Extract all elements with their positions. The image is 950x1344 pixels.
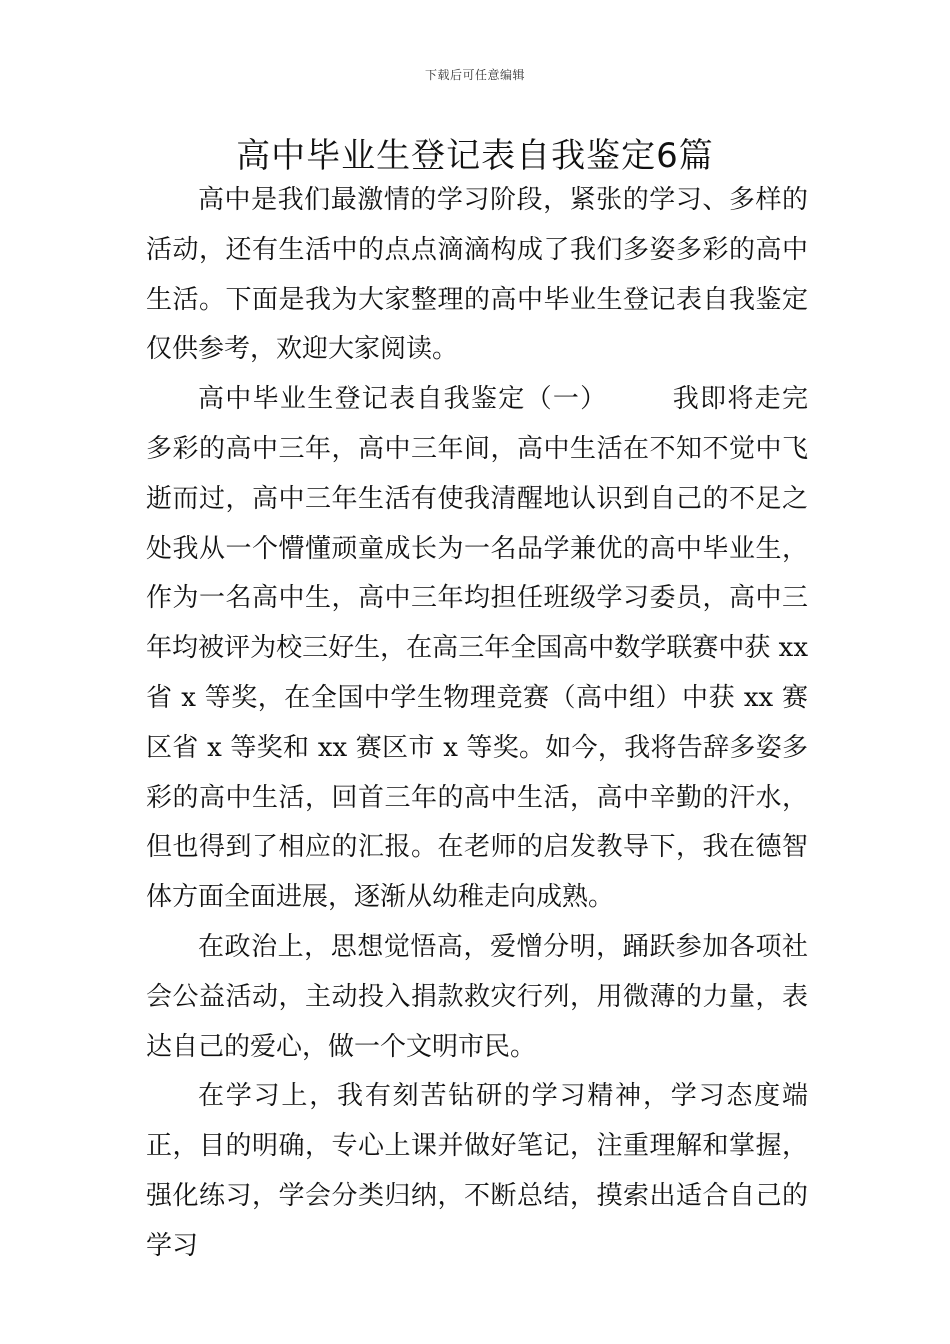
study-paragraph <box>146 1072 808 1271</box>
document-title: 高中毕业生登记表自我鉴定6篇 <box>236 136 714 176</box>
politics-paragraph-text: 在政治上，思想觉悟高，爱憎分明，踊跃参加各项社会公益活动，主动投入捐款救灾行列，用微薄的力量，表达自己的爱心，做一个文明市民。 <box>146 931 808 1062</box>
document-body <box>146 176 808 1272</box>
section-one-paragraph <box>146 375 808 923</box>
section-one-text: 我即将走完多彩的高中三年，高中三年间，高中生活在不知不觉中飞逝而过，高中三年生活有使我清醒地认识到自己的不足之处我从一个懵懂顽童成长为一名品学兼优的高中毕业生，作为一名高中生，高中三年均担任班级学习委员，高中三年均被评为校三好生，在高三年全国高中数学联赛中获 xx 省 x 等奖，在全国中学生物理竞赛（高中组）中获 xx 赛区省 x 等奖和 xx 赛区市 x 等奖。如今，我将告辞多姿多彩的高中生活，回首三年的高中生活，高中辛勤的汗水，但也得到了相应的汇报。在老师的启发教导下，我在德智体方面全面进展，逐渐从幼稚走向成熟。 <box>146 384 808 913</box>
politics-paragraph <box>146 923 808 1072</box>
intro-paragraph <box>146 176 808 375</box>
page-header-note: 下载后可任意编辑 <box>424 68 525 82</box>
study-paragraph-text: 在学习上，我有刻苦钻研的学习精神，学习态度端正，目的明确，专心上课并做好笔记，注重理解和掌握，强化练习，学会分类归纳，不断总结，摸索出适合自己的学习 <box>146 1081 808 1261</box>
section-one-subtitle: 高中毕业生登记表自我鉴定（一） <box>198 384 608 415</box>
intro-paragraph-text: 高中是我们最激情的学习阶段，紧张的学习、多样的活动，还有生活中的点点滴滴构成了我们多姿多彩的高中生活。下面是我为大家整理的高中毕业生登记表自我鉴定仅供参考，欢迎大家阅读。 <box>146 185 808 365</box>
